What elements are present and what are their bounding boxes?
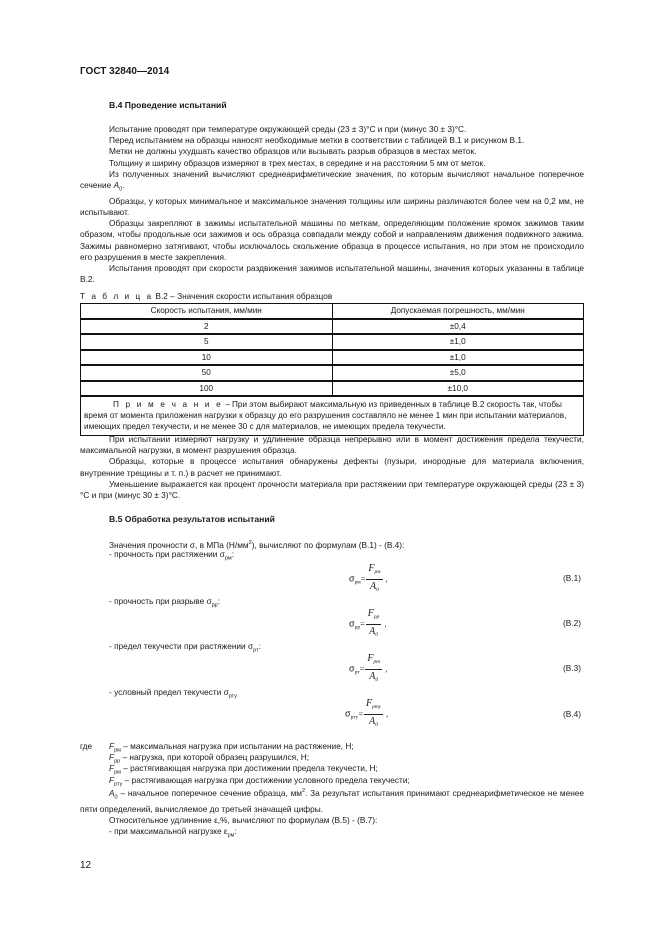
table-cell: 2 — [81, 319, 333, 335]
paragraph: Уменьшение выражается как процент прочности материала при растяжении при температуре окружающей среды (23 ± 3)°С и при (минус 30 ± 3)°С. — [80, 478, 584, 501]
table-cell: 5 — [81, 334, 333, 350]
area-symbol: A — [113, 180, 120, 191]
standard-header: ГОСТ 32840—2014 — [80, 66, 170, 77]
section-b4-title: В.4 Проведение испытаний — [109, 100, 227, 110]
speed-table — [80, 303, 584, 436]
definition-item: $F_{рту}$ – растягивающая нагрузка при достижении условного предела текучести; — [109, 774, 410, 788]
definition-item: где $F_{рм}$ – максимальная нагрузка при испытании на растяжение, Н; — [80, 741, 354, 754]
formula-label: - предел текучести при растяжении $\sigma_{рт}$: — [109, 641, 261, 654]
paragraph: Метки не должны ухудшать качество образцов или вызывать разрыв образцов в местах меток. — [109, 146, 477, 157]
definition-item: $F_{рм}$ – растягивающая нагрузка при достижении предела текучести, Н; — [109, 763, 378, 777]
formula-label: - прочность при разрыве $\sigma_{рр}$: — [109, 596, 221, 609]
formula-b4: $\sigma_{рту}=$ $\frac{F_{рту}}{A_0}$ , — [345, 698, 389, 728]
table-cell: ±0,4 — [332, 319, 584, 335]
table-caption: Т а б л и ц а В.2 – Значения скорости испытания образцов — [80, 291, 333, 301]
table-cell: ±1,0 — [332, 334, 584, 350]
table-cell: ±5,0 — [332, 365, 584, 381]
column-header: Допускаемая погрешность, мм/мин — [332, 304, 584, 319]
section-b4-body — [80, 124, 584, 286]
definition-item: $F_{рр}$ – нагрузка, при которой образец разрушился, Н; — [109, 752, 310, 765]
formula-b2: $\sigma_{рр}=$ $\frac{F_{рр}}{A_0}$ , — [349, 608, 387, 638]
paragraph: Относительное удлинение ε,%, вычисляют по формулам (В.5) - (В.7): — [109, 814, 378, 825]
formula-b1: $\sigma_{рм}=$ $\frac{F_{рм}}{A_0}$ , — [349, 563, 388, 593]
table-note-row — [81, 396, 584, 436]
column-header: Скорость испытания, мм/мин — [81, 304, 333, 319]
table-row — [81, 334, 584, 350]
page-number: 12 — [80, 860, 92, 871]
paragraph: Образцы, которые в процессе испытания обнаружены дефекты (пузыри, инородные для материала включения, внутренние трещины и т. п.) в расчет не принимают. — [80, 456, 584, 478]
table-row — [81, 319, 584, 335]
paragraph: Образцы, у которых минимальное и максимальное значения толщины или ширины различаются более чем на 0,2 мм, не испытывают. — [80, 195, 584, 218]
paragraph: Испытания проводят при скорости раздвижения зажимов испытательной машины, значения которых указанны в таблице В.2. — [80, 263, 584, 285]
formula-intro: Значения прочности σ, в МПа $(Н/мм^2)$, вычисляют по формулам (В.1) - (В.4): — [109, 539, 405, 550]
paragraph: Из полученных значений вычисляют среднеарифметические значения, по которым вычисляют начальное поперечное сечение $A_0$. — [80, 168, 584, 193]
paragraph: Толщину и ширину образцов измеряют в трех местах, в середине и на расстоянии 5 мм от меток. — [109, 157, 486, 168]
paragraph: Перед испытанием на образцы наносят необходимые метки в соответствии с таблицей В.1 и рисунком В.1. — [109, 135, 525, 146]
equation-number: (В.3) — [563, 663, 581, 673]
table-cell: ±10,0 — [332, 381, 584, 397]
equation-number: (В.4) — [563, 709, 581, 719]
paragraph: - при максимальной нагрузке $\varepsilon_{рм}$: — [109, 826, 237, 839]
formula-label: - прочность при растяжении $\sigma_{рм}$: — [109, 549, 235, 562]
table-cell: 50 — [81, 365, 333, 381]
section-b5-title: В.5 Обработка результатов испытаний — [109, 514, 275, 524]
a0-definition: $A_0$ – начальное поперечное сечение образца, $мм^2$. За результат испытания принимают среднеарифметическое не менее пяти определений, вычисляемое до третьей значащей цифры. Относительное удлинение ε,%, вычисляют по формулам (В.5) - (В.7): - при максимальной нагрузке $\varepsilon_{рм}$: — [80, 786, 584, 842]
after-table-body — [80, 434, 584, 501]
table-cell: 100 — [81, 381, 333, 397]
definitions-list — [80, 741, 584, 786]
table-header-row — [81, 304, 584, 319]
formula-label: - условный предел текучести $\sigma_{рту}$ — [109, 687, 237, 700]
formula-b3: $\sigma_{рт}=$ $\frac{F_{рт}}{A_0}$ , — [349, 653, 388, 683]
paragraph: Образцы закрепляют в зажимы испытательной машины по меткам, определяющим положение кромок зажимов таким образом, чтобы продольные оси зажимов и ось образца совпадали между собой и направлениям движения подвижного зажима. Зажимы равномерно затягивают, чтобы исключалось скольжение образца в процессе испытания, но при этом не происходило его разрушения в месте закрепления. — [80, 218, 584, 262]
table-row — [81, 365, 584, 381]
equation-number: (В.2) — [563, 618, 581, 628]
table-cell: ±1,0 — [332, 350, 584, 366]
table-row — [81, 350, 584, 366]
paragraph: При испытании измеряют нагрузку и удлинение образца непрерывно или в момент достижения предела текучести, максимальной нагрузки, в момент разрушения образца. — [80, 434, 584, 456]
table-cell: 10 — [81, 350, 333, 366]
equation-number: (В.1) — [563, 573, 581, 583]
table-note: П р и м е ч а н и е – При этом выбирают максимальную из приведенных в таблице В.2 скорость так, чтобы время от момента приложения нагрузки к образцу до его разрушения составляло не менее 1 мин при испытании материалов, имеющих предел текучести, и не менее 30 с для материалов, не имеющих предела текучести. — [81, 396, 584, 436]
paragraph: Испытание проводят при температуре окружающей среды (23 ± 3)°С и при (минус 30 ± 3)°С. — [109, 124, 467, 134]
table-row — [81, 381, 584, 397]
